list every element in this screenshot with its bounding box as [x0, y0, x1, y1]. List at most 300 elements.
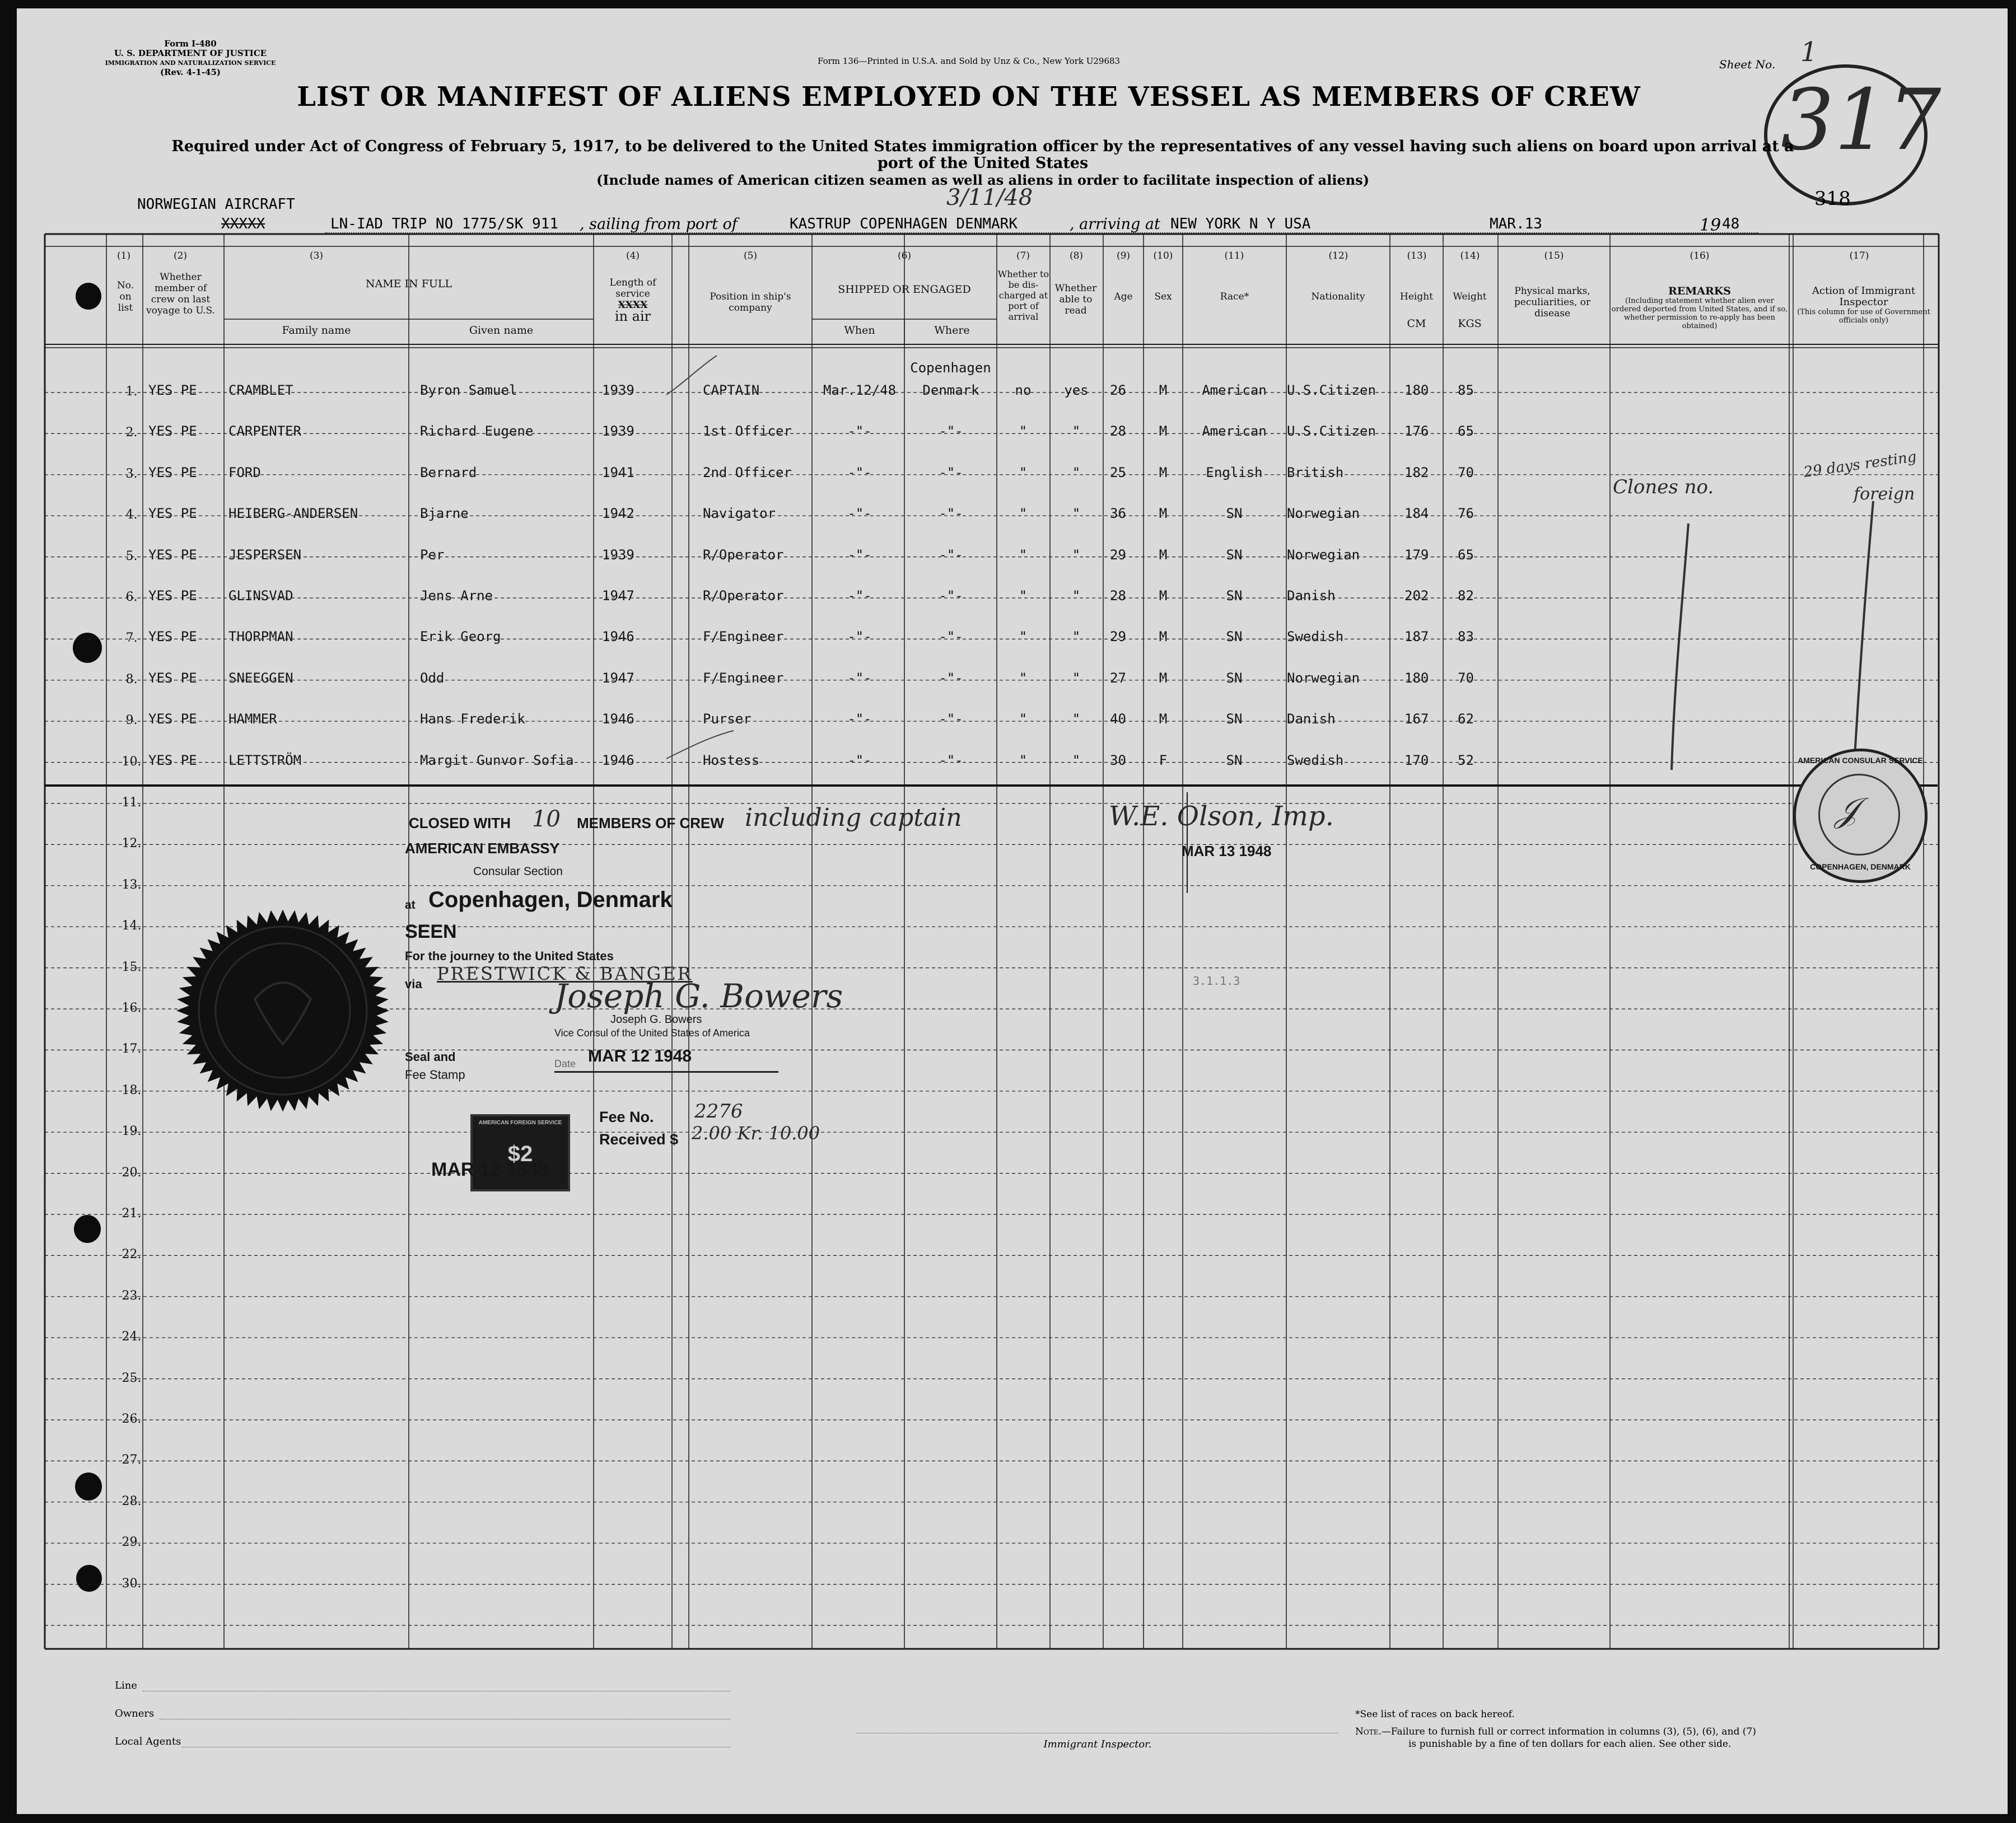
height-cell: 179	[1404, 546, 1429, 563]
height-cell: 180	[1404, 382, 1429, 398]
seen-label: SEEN	[405, 921, 457, 942]
race-cell: SN	[1226, 752, 1243, 768]
fee-stamp-value: $2	[507, 1142, 533, 1166]
shipped-where-cell: -"-	[939, 423, 963, 440]
member-crew-cell: YES PE	[148, 546, 197, 563]
able-read-cell: "	[1072, 423, 1081, 440]
race-cell: American	[1202, 382, 1267, 398]
service-cell: 1942	[602, 506, 634, 522]
shipped-when-cell: -"-	[847, 506, 872, 522]
shipped-where-cell: -"-	[939, 546, 963, 563]
weight-cell: 83	[1458, 629, 1474, 645]
closed-note: including captain	[745, 803, 962, 832]
weight-unit: KGS	[1458, 317, 1482, 330]
row-number: 30.	[122, 1576, 142, 1591]
row-number: 25.	[122, 1371, 142, 1385]
family-name-cell: LETTSTRÖM	[228, 752, 302, 768]
members-label: MEMBERS OF CREW	[577, 815, 724, 831]
fee-no-label: Fee No.	[599, 1109, 654, 1125]
shipped-where-cell: -"-	[939, 506, 963, 522]
embassy-city: Copenhagen, Denmark	[428, 887, 673, 912]
weight-cell: 70	[1458, 464, 1474, 480]
able-read-cell: "	[1072, 670, 1081, 686]
position-cell: F/Engineer	[703, 629, 784, 645]
sex-cell: M	[1159, 506, 1168, 522]
sex-cell: M	[1159, 588, 1168, 604]
position-cell: Hostess	[703, 752, 760, 768]
embassy-section: Consular Section	[473, 865, 563, 878]
vessel-struck: XXXXX	[221, 216, 265, 232]
family-name-cell: JESPERSEN	[228, 546, 302, 563]
member-crew-cell: YES PE	[148, 711, 197, 727]
sheet-number: 1	[1800, 36, 1818, 68]
shipped-where-cell: -"-	[939, 629, 963, 645]
year-prefix: 19	[1700, 216, 1721, 235]
discharged-cell: "	[1019, 711, 1028, 727]
via-route: PRESTWICK & BANGER	[437, 963, 693, 984]
weight-cell: 76	[1458, 506, 1474, 522]
hdr-sex: Sex	[1154, 291, 1172, 302]
member-crew-cell: YES PE	[148, 423, 197, 440]
height-cell: 202	[1404, 588, 1429, 604]
member-crew-cell: YES PE	[148, 382, 197, 398]
height-label: Height	[1400, 291, 1433, 302]
sex-cell: F	[1159, 752, 1168, 768]
race-cell: SN	[1226, 588, 1243, 604]
row-number: 18.	[122, 1083, 142, 1097]
row-number: 21.	[122, 1207, 142, 1221]
nationality-cell: Norwegian	[1287, 546, 1360, 563]
column-number: (3)	[309, 250, 324, 261]
family-name-cell: CRAMBLET	[228, 382, 293, 398]
action-label: Action of Immigrant Inspector	[1812, 285, 1916, 308]
service-cell: 1946	[602, 629, 634, 645]
closing-rule	[45, 784, 1938, 787]
hdr-no-on-list: No. on list	[116, 280, 134, 314]
shipped-where-cell: -"-	[939, 464, 963, 480]
subtitle-line-2: port of the United States	[877, 155, 1089, 172]
length-service-air: in air	[614, 308, 651, 324]
row-number: 28.	[122, 1494, 142, 1508]
given-name-cell: Hans Frederik	[420, 711, 525, 727]
discharged-cell: "	[1019, 588, 1028, 604]
weight-cell: 65	[1458, 546, 1474, 563]
shipped-when-cell: Mar.12/48	[823, 382, 897, 398]
service: IMMIGRATION AND NATURALIZATION SERVICE	[105, 59, 276, 67]
consul-signature: Joseph G. Bowers	[554, 977, 843, 1015]
service-cell: 1946	[602, 752, 634, 768]
sailing-label: , sailing from port of	[580, 216, 738, 233]
discharged-cell: "	[1019, 546, 1028, 563]
fee-stamp-label: Fee Stamp	[405, 1068, 465, 1082]
hdr-position: Position in ship's company	[710, 291, 791, 314]
given-name-cell: Erik Georg	[420, 629, 501, 645]
able-read-cell: "	[1072, 629, 1081, 645]
embassy-name: AMERICAN EMBASSY	[405, 840, 559, 857]
at-label: at	[405, 899, 416, 912]
race-cell: SN	[1226, 670, 1243, 686]
note-label: Note.	[1355, 1726, 1382, 1737]
hdr-able-read: Whether able to read	[1054, 283, 1097, 316]
column-number: (6)	[897, 250, 912, 261]
arriving-label: , arriving at	[1070, 216, 1160, 233]
fee-no: 2276	[694, 1100, 743, 1123]
row-number: 22.	[122, 1247, 142, 1262]
row-number: 20.	[122, 1165, 142, 1180]
row-number: 23.	[122, 1288, 142, 1303]
row-number: 17.	[122, 1042, 142, 1057]
able-read-cell: "	[1072, 711, 1081, 727]
inspector-signature: W.E. Olson, Imp.	[1109, 801, 1334, 832]
departure-port: KASTRUP COPENHAGEN DENMARK	[790, 216, 1018, 232]
service-cell: 1939	[602, 546, 634, 563]
able-read-cell: "	[1072, 464, 1081, 480]
row-number: 13.	[122, 877, 142, 892]
race-cell: SN	[1226, 711, 1243, 727]
member-crew-cell: YES PE	[148, 629, 197, 645]
discharged-cell: "	[1019, 506, 1028, 522]
sex-cell: M	[1159, 711, 1168, 727]
hdr-given-name: Given name	[469, 324, 534, 336]
remarks-handwriting: Clones no.	[1613, 476, 1714, 498]
row-number: 5.	[125, 549, 138, 563]
row-number: 8.	[125, 672, 138, 686]
nationality-cell: Swedish	[1287, 752, 1344, 768]
length-service-struck: XXXX	[618, 300, 648, 311]
shipped-where-cell: Denmark	[922, 382, 979, 398]
consul-title: Vice Consul of the United States of America	[554, 1027, 750, 1039]
height-cell: 167	[1404, 711, 1429, 727]
weight-cell: 82	[1458, 588, 1474, 604]
subtitle-line-3: (Include names of American citizen seamen as well as aliens in order to facilitate inspection of aliens)	[596, 172, 1370, 188]
length-service-label: Length of service	[609, 277, 656, 300]
age-cell: 40	[1110, 711, 1126, 727]
nationality-cell: Norwegian	[1287, 506, 1360, 522]
discharged-cell: "	[1019, 670, 1028, 686]
nationality-cell: U.S.Citizen	[1287, 382, 1376, 398]
given-name-cell: Richard Eugene	[420, 423, 534, 440]
shipped-when-cell: -"-	[847, 711, 872, 727]
able-read-cell: "	[1072, 588, 1081, 604]
race-cell: SN	[1226, 506, 1243, 522]
journey-label: For the journey to the United States	[405, 949, 614, 963]
embossed-seal-graphic	[165, 899, 400, 1123]
race-cell: SN	[1226, 629, 1243, 645]
row-number: 2.	[125, 426, 138, 440]
sex-cell: M	[1159, 546, 1168, 563]
closed-with-label: CLOSED WITH	[409, 815, 511, 831]
able-read-cell: "	[1072, 752, 1081, 768]
races-note: *See list of races on back hereof.	[1355, 1709, 1515, 1720]
position-cell: 2nd Officer	[703, 464, 792, 480]
age-cell: 36	[1110, 506, 1126, 522]
consular-seal-text: AMERICAN CONSULAR SERVICE	[1798, 756, 1923, 765]
footer-owners: Owners	[115, 1708, 155, 1719]
height-cell: 180	[1404, 670, 1429, 686]
sheet-label: Sheet No.	[1719, 58, 1776, 71]
position-cell: CAPTAIN	[703, 382, 760, 398]
footer-inspector: Immigrant Inspector.	[1043, 1738, 1152, 1750]
row-number: 15.	[122, 960, 142, 974]
form-id: Form I-480	[164, 39, 217, 49]
member-crew-cell: YES PE	[148, 752, 197, 768]
member-crew-cell: YES PE	[148, 464, 197, 480]
given-name-cell: Margit Gunvor Sofia	[420, 752, 574, 768]
column-number: (12)	[1328, 250, 1348, 261]
remarks-label: REMARKS	[1668, 285, 1732, 297]
hdr-name-in-full: NAME IN FULL	[365, 278, 452, 290]
shipped-where-cell: -"-	[939, 711, 963, 727]
family-name-cell: GLINSVAD	[228, 588, 293, 604]
discharged-cell: "	[1019, 629, 1028, 645]
printer-line: Form 136—Printed in U.S.A. and Sold by Unz & Co., New York U29683	[818, 56, 1121, 66]
given-name-cell: Per	[420, 546, 445, 563]
note-text: —Failure to furnish full or correct information in columns (3), (5), (6), and (7)	[1381, 1726, 1756, 1737]
hdr-race: Race*	[1220, 291, 1249, 302]
received-label: Received $	[599, 1131, 679, 1148]
sex-cell: M	[1159, 464, 1168, 480]
age-cell: 30	[1110, 752, 1126, 768]
received-amount: 2.00 Kr. 10.00	[692, 1123, 820, 1144]
embossed-seal	[165, 899, 400, 1123]
position-cell: 1st Officer	[703, 423, 792, 440]
inspected-date: MAR 13 1948	[1182, 843, 1272, 859]
nationality-cell: Danish	[1287, 711, 1336, 727]
able-read-cell: yes	[1064, 382, 1089, 398]
height-cell: 182	[1404, 464, 1429, 480]
service-cell: 1939	[602, 423, 634, 440]
age-cell: 27	[1110, 670, 1126, 686]
given-name-cell: Odd	[420, 670, 445, 686]
manifest-sheet	[17, 8, 2008, 1814]
stamped-number: 318	[1814, 188, 1851, 210]
closed-with-count: 10	[532, 806, 561, 832]
age-cell: 28	[1110, 423, 1126, 440]
column-number: (11)	[1224, 250, 1244, 261]
height-cell: 187	[1404, 629, 1429, 645]
handwritten-date: 3/11/48	[946, 185, 1033, 211]
position-cell: Purser	[703, 711, 752, 727]
family-name-cell: FORD	[228, 464, 261, 480]
row-number: 3.	[125, 466, 138, 481]
given-name-cell: Bernard	[420, 464, 477, 480]
discharged-cell: no	[1015, 382, 1032, 398]
hdr-shipped: SHIPPED OR ENGAGED	[838, 283, 971, 296]
weight-cell: 70	[1458, 670, 1474, 686]
vessel-type: NORWEGIAN AIRCRAFT	[137, 196, 295, 213]
seal-label: Seal and	[405, 1050, 456, 1064]
weight-label: Weight	[1453, 291, 1487, 302]
row-number: 9.	[125, 713, 138, 728]
faint-mark: 3.1.1.3	[1193, 974, 1240, 988]
vessel-ident: LN-IAD TRIP NO 1775/SK 911	[330, 216, 558, 232]
nationality-cell: Swedish	[1287, 629, 1344, 645]
consul-date: MAR 12 1948	[588, 1047, 692, 1065]
row-number: 16.	[122, 1001, 142, 1015]
shipped-when-cell: -"-	[847, 752, 872, 768]
action-handwriting-1: 29 days resting	[1802, 448, 1918, 481]
service-cell: 1947	[602, 670, 634, 686]
hdr-discharged: Whether to be dis-charged at port of arrival	[997, 269, 1049, 322]
hdr-physical: Physical marks, peculiarities, or disease	[1514, 286, 1591, 319]
discharged-cell: "	[1019, 464, 1028, 480]
family-name-cell: THORPMAN	[228, 629, 293, 645]
column-number: (1)	[116, 250, 131, 261]
family-name-cell: HAMMER	[228, 711, 277, 727]
row-number: 29.	[122, 1535, 142, 1550]
position-cell: R/Operator	[703, 546, 784, 563]
footer-line: Line	[115, 1680, 137, 1691]
nationality-cell: British	[1287, 464, 1344, 480]
year: 48	[1722, 216, 1740, 232]
row-number: 19.	[122, 1124, 142, 1139]
note-text-2: is punishable by a fine of ten dollars for each alien. See other side.	[1408, 1738, 1732, 1750]
shipped-when-cell: -"-	[847, 670, 872, 686]
height-cell: 176	[1404, 423, 1429, 440]
shipped-where-cell: -"-	[939, 588, 963, 604]
race-cell: American	[1202, 423, 1267, 440]
hdr-member-crew: Whether member of crew on last voyage to U.S.	[146, 272, 215, 316]
sex-cell: M	[1159, 670, 1168, 686]
row-number: 26.	[122, 1412, 142, 1426]
row-number: 1.	[125, 385, 138, 399]
date-label: Date	[554, 1058, 576, 1069]
family-name-cell: SNEEGGEN	[228, 670, 293, 686]
footer-note	[1355, 1726, 1756, 1750]
position-cell: Navigator	[703, 506, 776, 522]
consular-seal-signature: 𝒥	[1835, 791, 1859, 830]
via-label: via	[405, 977, 422, 991]
height-cell: 184	[1404, 506, 1429, 522]
column-number: (14)	[1460, 250, 1480, 261]
hdr-family-name: Family name	[282, 324, 351, 336]
column-number: (16)	[1690, 250, 1710, 261]
arrival-date: MAR.13	[1490, 216, 1542, 232]
discharged-cell: "	[1019, 752, 1028, 768]
action-note: (This column for use of Government officials only)	[1797, 308, 1930, 325]
consul-name: Joseph G. Bowers	[610, 1013, 702, 1026]
family-name-cell: CARPENTER	[228, 423, 302, 440]
action-handwriting-2: foreign	[1854, 484, 1915, 504]
shipped-where-cell: -"-	[939, 752, 963, 768]
able-read-cell: "	[1072, 546, 1081, 563]
form-rev: (Rev. 4-1-45)	[160, 67, 221, 77]
fee-stamp-text: AMERICAN FOREIGN SERVICE	[478, 1120, 562, 1126]
member-crew-cell: YES PE	[148, 670, 197, 686]
sex-cell: M	[1159, 423, 1168, 440]
given-name-cell: Bjarne	[420, 506, 469, 522]
row-number: 27.	[122, 1453, 142, 1467]
row-number: 14.	[122, 919, 142, 933]
nationality-cell: U.S.Citizen	[1287, 423, 1376, 440]
row-number: 7.	[125, 631, 138, 646]
nationality-cell: Norwegian	[1287, 670, 1360, 686]
column-number: (8)	[1069, 250, 1084, 261]
hdr-nationality: Nationality	[1311, 291, 1365, 302]
column-number: (15)	[1544, 250, 1564, 261]
consular-seal	[1793, 749, 1928, 883]
consular-seal-city: COPENHAGEN, DENMARK	[1810, 862, 1911, 871]
age-cell: 29	[1110, 629, 1126, 645]
position-cell: F/Engineer	[703, 670, 784, 686]
column-number: (5)	[743, 250, 758, 261]
weight-cell: 65	[1458, 423, 1474, 440]
member-crew-cell: YES PE	[148, 506, 197, 522]
able-read-cell: "	[1072, 506, 1081, 522]
hdr-age: Age	[1114, 291, 1133, 302]
row-number: 11.	[122, 796, 142, 810]
column-number: (17)	[1849, 250, 1869, 261]
weight-cell: 62	[1458, 711, 1474, 727]
age-cell: 26	[1110, 382, 1126, 398]
remarks-note: (Including statement whether alien ever ordered deported from United States, and if so, whether permission to re-apply has been obtained)	[1611, 297, 1788, 330]
given-name-cell: Jens Arne	[420, 588, 493, 604]
service-cell: 1947	[602, 588, 634, 604]
position-cell: R/Operator	[703, 588, 784, 604]
column-number: (2)	[173, 250, 188, 261]
column-number: (7)	[1016, 250, 1030, 261]
service-cell: 1941	[602, 464, 634, 480]
column-number: (4)	[626, 250, 640, 261]
height-unit: CM	[1407, 317, 1426, 330]
weight-cell: 85	[1458, 382, 1474, 398]
consular-seal-inner	[1818, 774, 1900, 856]
shipped-where-city-cell: Copenhagen	[910, 360, 991, 376]
column-number: (13)	[1407, 250, 1427, 261]
column-number: (9)	[1116, 250, 1131, 261]
arrival-port: NEW YORK N Y USA	[1170, 216, 1311, 232]
footer-agents: Local Agents	[115, 1736, 181, 1747]
race-cell: English	[1206, 464, 1263, 480]
weight-cell: 52	[1458, 752, 1474, 768]
age-cell: 25	[1110, 464, 1126, 480]
shipped-when-cell: -"-	[847, 546, 872, 563]
age-cell: 29	[1110, 546, 1126, 563]
sex-cell: M	[1159, 382, 1168, 398]
row-number: 4.	[125, 508, 138, 522]
hdr-where: Where	[934, 324, 970, 336]
family-name-cell: HEIBERG-ANDERSEN	[228, 506, 358, 522]
manifest-title: LIST OR MANIFEST OF ALIENS EMPLOYED ON THE VESSEL AS MEMBERS OF CREW	[297, 81, 1641, 113]
shipped-when-cell: -"-	[847, 464, 872, 480]
row-number: 6.	[125, 590, 138, 604]
service-cell: 1946	[602, 711, 634, 727]
fee-stamp-date: MAR 12 1948	[431, 1159, 549, 1180]
service-cell: 1939	[602, 382, 634, 398]
row-number: 24.	[122, 1330, 142, 1344]
shipped-when-cell: -"-	[847, 588, 872, 604]
consul-date-rule	[554, 1071, 778, 1073]
shipped-where-cell: -"-	[939, 670, 963, 686]
given-name-cell: Byron Samuel	[420, 382, 517, 398]
shipped-when-cell: -"-	[847, 423, 872, 440]
nationality-cell: Danish	[1287, 588, 1336, 604]
row-number: 10.	[122, 754, 142, 769]
shipped-when-cell: -"-	[847, 629, 872, 645]
hdr-when: When	[844, 324, 875, 336]
column-number: (10)	[1153, 250, 1173, 261]
row-number: 12.	[122, 836, 142, 851]
age-cell: 28	[1110, 588, 1126, 604]
department: U. S. DEPARTMENT OF JUSTICE	[114, 48, 267, 58]
height-cell: 170	[1404, 752, 1429, 768]
race-cell: SN	[1226, 546, 1243, 563]
sex-cell: M	[1159, 629, 1168, 645]
circled-number: 317	[1781, 72, 1942, 169]
subtitle-line-1: Required under Act of Congress of February 5, 1917, to be delivered to the United States immigration officer by the representatives of any vessel having such aliens on board upon arrival at a	[171, 138, 1794, 155]
discharged-cell: "	[1019, 423, 1028, 440]
member-crew-cell: YES PE	[148, 588, 197, 604]
